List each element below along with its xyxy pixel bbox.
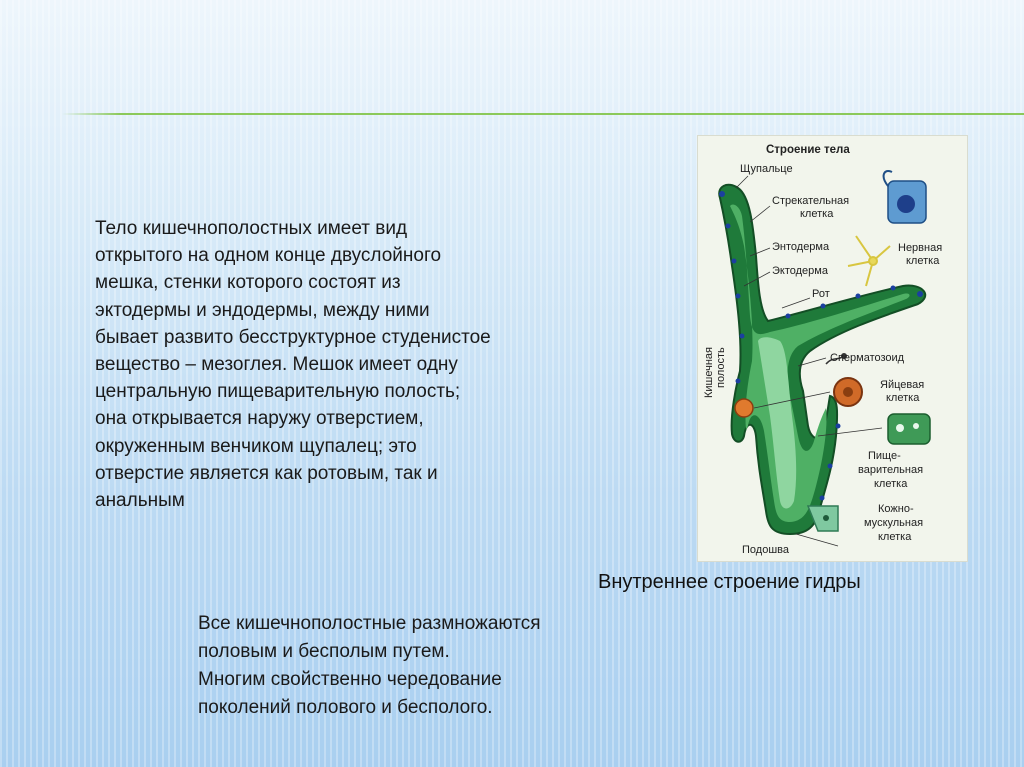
label-nerve-cell-1: Нервная — [898, 242, 943, 254]
main-line: центральную пищеварительную полость; — [95, 381, 461, 403]
main-line: она открывается наружу отверстием, — [95, 408, 424, 430]
label-muscle-cell-1: Кожно- — [878, 503, 914, 515]
figure-caption: Внутреннее строение гидры — [598, 571, 861, 593]
label-sole: Подошва — [742, 544, 789, 556]
digestive-cell-illustration — [888, 414, 930, 444]
label-digestive-cell-3: клетка — [874, 478, 908, 490]
main-line: отверстие является как ротовым, так и — [95, 462, 438, 484]
figure-title: Строение тела — [766, 144, 850, 156]
label-digestive-cell-1: Пище- — [868, 450, 901, 462]
reproduction-paragraph — [198, 610, 658, 722]
egg-on-body — [735, 399, 753, 417]
second-line: поколений полового и бесполого. — [198, 697, 493, 718]
main-line: анальным — [95, 490, 185, 512]
label-endoderm: Энтодерма — [772, 241, 830, 253]
second-line: Многим свойственно чередование — [198, 669, 502, 690]
main-line: Тело кишечнополостных имеет вид — [95, 218, 408, 239]
label-muscle-cell-2: мускульная — [864, 517, 924, 529]
second-line: Все кишечнополостные размножаются — [198, 613, 541, 634]
nerve-cell-illustration — [848, 236, 890, 286]
main-line: мешка, стенки которого состоят из — [95, 272, 401, 294]
label-muscle-cell-3: клетка — [878, 531, 912, 543]
stinging-cell-illustration — [884, 171, 926, 223]
label-stinging-cell-1: Стрекательная — [772, 195, 850, 207]
main-line: вещество – мезоглея. Мешок имеет одну — [95, 354, 458, 376]
main-line: эктодермы и эндодермы, между ними — [95, 299, 430, 321]
label-egg-cell-1: Яйцевая — [880, 379, 925, 391]
muscle-cell-illustration — [808, 506, 838, 531]
label-ectoderm: Эктодерма — [772, 265, 828, 277]
label-stinging-cell-2: клетка — [800, 208, 834, 220]
label-gut-cavity-1: Кишечная — [703, 346, 715, 398]
main-line: открытого на одном конце двуслойного — [95, 245, 442, 267]
main-line: окруженным венчиком щупалец; это — [95, 435, 417, 457]
label-egg-cell-2: клетка — [886, 392, 920, 404]
main-paragraph — [95, 215, 615, 514]
label-digestive-cell-2: варительная — [858, 464, 924, 476]
label-sperm: Сперматозоид — [830, 352, 905, 364]
label-tentacle: Щупальце — [740, 163, 793, 175]
title-divider-line — [62, 113, 1024, 115]
second-line: половым и бесполым путем. — [198, 641, 450, 662]
label-gut-cavity-2: полость — [715, 347, 727, 388]
label-mouth: Рот — [812, 288, 830, 300]
hydra-diagram — [698, 136, 967, 561]
main-line: бывает развито бесструктурное студенистое — [95, 326, 491, 348]
egg-cell-illustration — [834, 378, 862, 406]
hydra-structure-figure — [697, 135, 968, 562]
label-nerve-cell-2: клетка — [906, 255, 940, 267]
